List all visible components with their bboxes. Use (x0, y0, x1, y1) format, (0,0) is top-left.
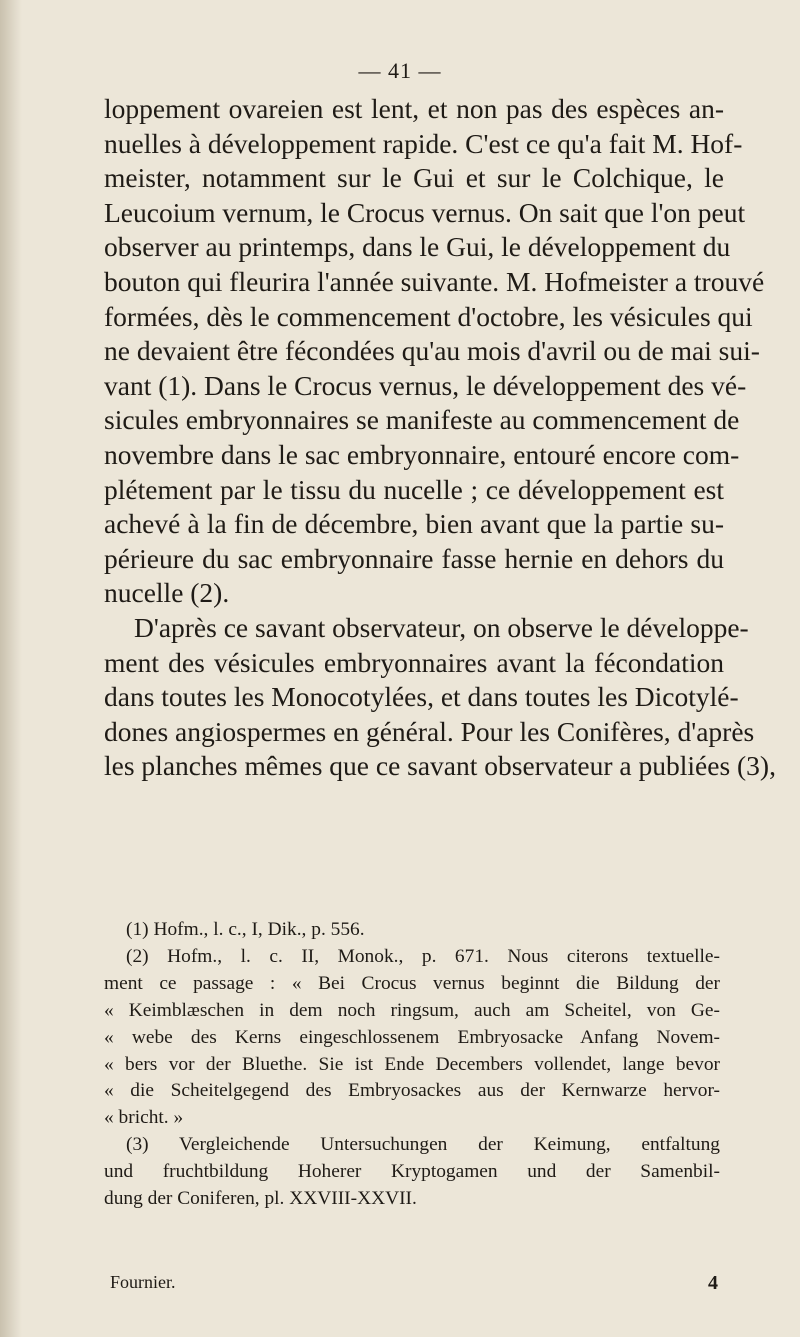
body-text-line: bouton qui fleurira l'année suivante. M. Hofmeister a trouvé (104, 265, 765, 297)
body-text-line: D'après ce savant observateur, on observe le développe- (134, 611, 749, 643)
body-text-line: plétement par le tissu du nucelle ; ce développement est (104, 473, 724, 505)
footnote-line: « Keimblæschen in dem noch ringsum, auch am Scheitel, von Ge- (104, 999, 720, 1021)
body-text-line: nucelle (2). (104, 577, 230, 609)
body-text-line: formées, dès le commencement d'octobre, les vésicules qui (104, 300, 753, 332)
body-text-line: périeure du sac embryonnaire fasse hernie en dehors du (104, 542, 724, 574)
binding-shadow (0, 0, 22, 1337)
body-text-line: sicules embryonnaires se manifeste au commencement de (104, 404, 740, 436)
footnote-line: « bricht. » (104, 1107, 184, 1129)
body-text-line: ne devaient être fécondées qu'au mois d'avril ou de mai sui- (104, 335, 760, 367)
footnote-line: (3) Vergleichende Untersuchungen der Keimung, entfaltung (126, 1134, 720, 1156)
body-text-line: nuelles à développement rapide. C'est ce qu'a fait M. Hof- (104, 127, 743, 159)
body-text-line: novembre dans le sac embryonnaire, entouré encore com- (104, 438, 740, 470)
footnote-line: « die Scheitelgegend des Embryosackes aus der Kernwarze hervor- (104, 1080, 720, 1102)
body-text-line: les planches mêmes que ce savant observateur a publiées (3), (104, 750, 776, 782)
footnote-line: (1) Hofm., l. c., I, Dik., p. 556. (126, 919, 365, 940)
body-text-line: ment des vésicules embryonnaires avant la fécondation (104, 646, 724, 678)
footnotes-block (104, 917, 720, 1213)
printer-signature-left: Fournier. (110, 1272, 176, 1292)
body-text-line: Leucoium vernum, le Crocus vernus. On sait que l'on peut (104, 196, 746, 228)
main-text-block (104, 92, 776, 784)
body-text-line: observer au printemps, dans le Gui, le développement du (104, 231, 731, 263)
body-text-line: loppement ovareien est lent, et non pas des espèces an- (104, 93, 724, 124)
footnote-line: und fruchtbildung Hoherer Kryptogamen und der Samenbil- (104, 1161, 720, 1183)
page-number-header: — 41 — (358, 58, 442, 83)
signature-mark-right: 4 (708, 1272, 718, 1294)
page-footer (110, 1272, 718, 1293)
body-text-line: dones angiospermes en général. Pour les Conifères, d'après (104, 715, 755, 747)
body-text-line: dans toutes les Monocotylées, et dans toutes les Dicotylé- (104, 681, 739, 713)
footnote-line: (2) Hofm., l. c. II, Monok., p. 671. Nous citerons textuelle- (126, 945, 720, 967)
body-text-line: meister, notamment sur le Gui et sur le Colchique, le (104, 162, 724, 194)
footnote-line: ment ce passage : « Bei Crocus vernus beginnt die Bildung der (104, 972, 720, 994)
body-text-line: vant (1). Dans le Crocus vernus, le développement des vé- (104, 369, 747, 401)
footnote-line: « webe des Kerns eingeschlossenem Embryosacke Anfang Novem- (104, 1026, 720, 1048)
body-text-line: achevé à la fin de décembre, bien avant que la partie su- (104, 508, 724, 540)
footnote-line: « bers vor der Bluethe. Sie ist Ende Decembers vollendet, lange bevor (104, 1053, 720, 1075)
footnote-line: dung der Coniferen, pl. XXVIII-XXVII. (104, 1188, 417, 1210)
